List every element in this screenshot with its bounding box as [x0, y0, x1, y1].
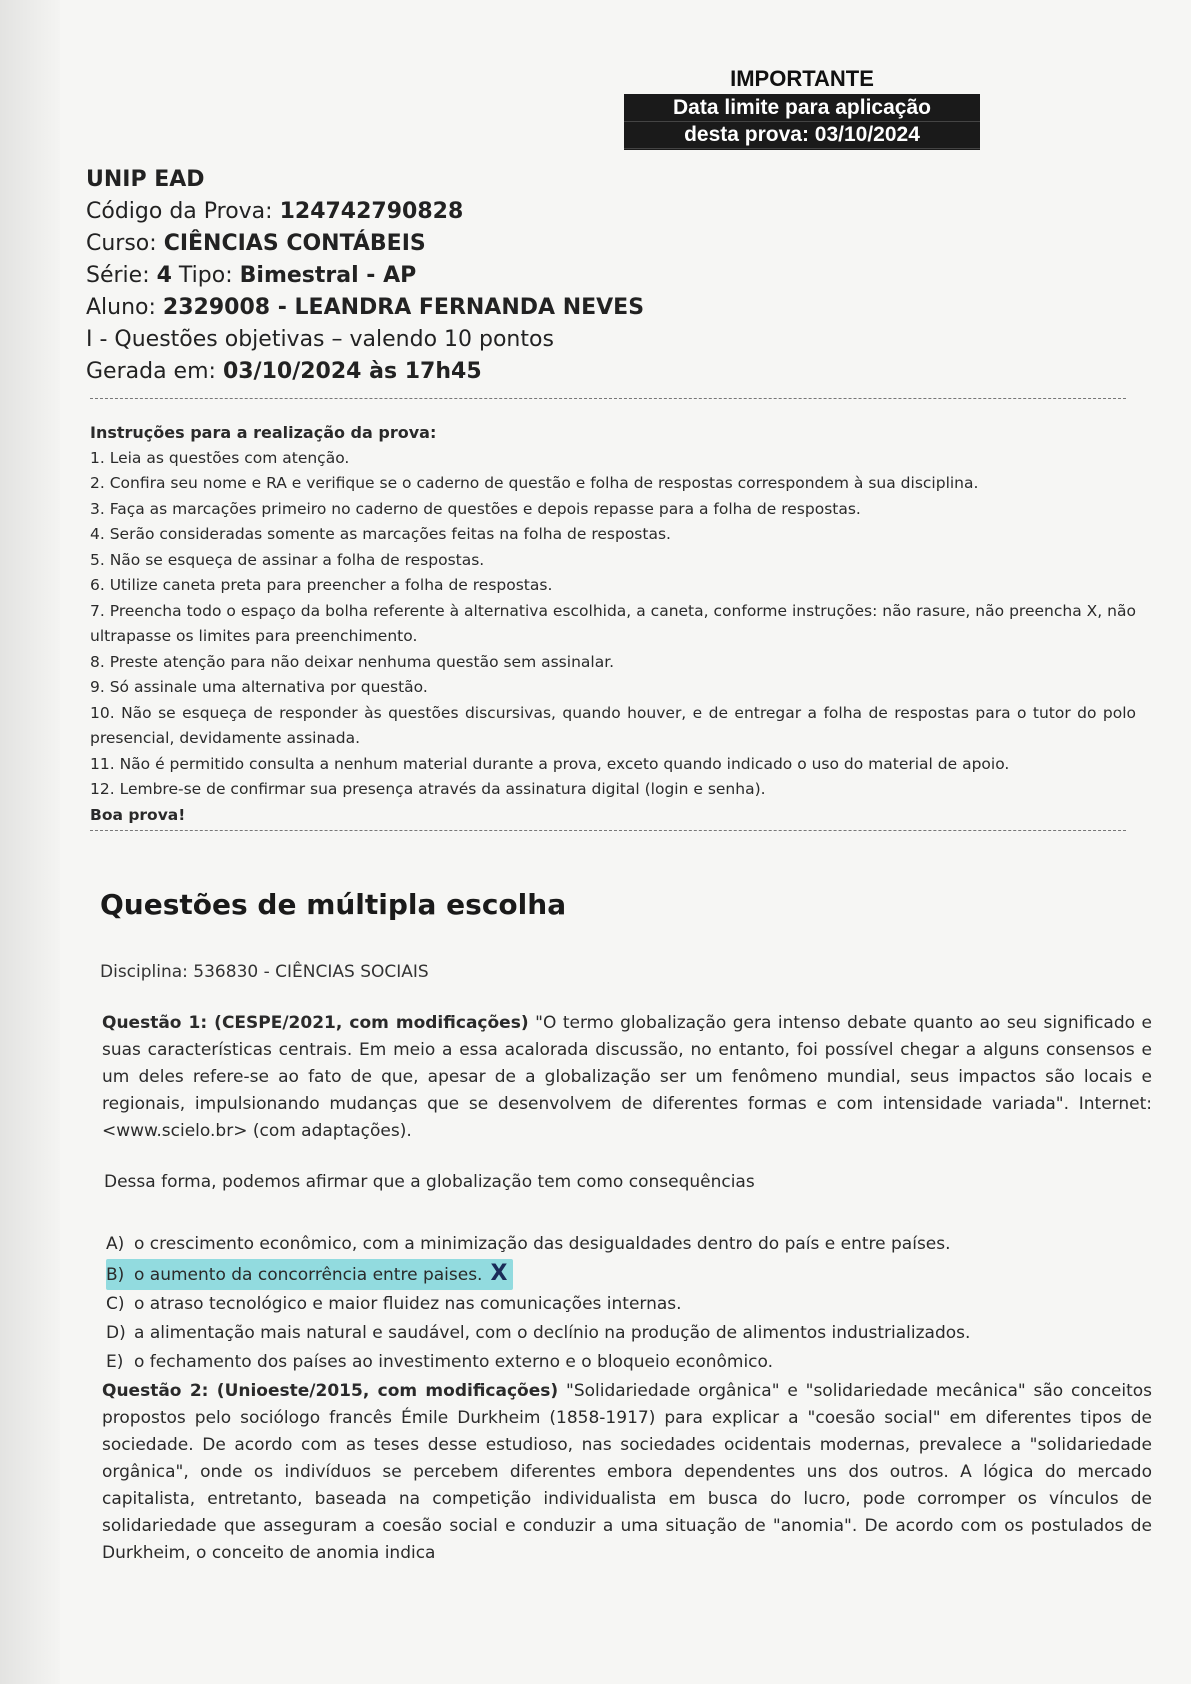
tipo-label: Tipo: — [178, 263, 233, 288]
instructions-title: Instruções para a realização da prova: — [90, 423, 437, 442]
instruction-item: 3. Faça as marcações primeiro no caderno de questões e depois repasse para a folha de respostas. — [90, 499, 861, 518]
scan-shadow — [0, 0, 60, 1684]
alternative-c[interactable] — [106, 1290, 970, 1319]
question-1-lead: Dessa forma, podemos afirmar que a globalização tem como consequências — [104, 1172, 755, 1192]
question-2-head: Questão 2: (Unioeste/2015, com modificações) — [102, 1381, 559, 1401]
question-1-alternatives — [106, 1230, 970, 1377]
deadline-line-1: Data limite para aplicação — [624, 95, 980, 122]
instruction-item: 8. Preste atenção para não deixar nenhuma questão sem assinalar. — [90, 652, 615, 671]
instruction-item: 1. Leia as questões com atenção. — [90, 448, 350, 467]
instruction-item: 2. Confira seu nome e RA e verifique se o caderno de questão e folha de respostas correspondem à sua disciplina. — [90, 474, 979, 492]
question-2 — [102, 1378, 1152, 1567]
instruction-item: 12. Lembre-se de confirmar sua presença através da assinatura digital (login e senha). — [90, 780, 766, 798]
curso-line — [86, 228, 644, 260]
question-1 — [102, 1010, 1152, 1145]
alternative-letter: B) — [106, 1265, 125, 1285]
instruction-item: 10. Não se esqueça de responder às questões discursivas, quando houver, e de entregar a folha de respostas para o tutor do polo presencial, devidamente assinada. — [90, 703, 1136, 747]
instruction-item: 5. Não se esqueça de assinar a folha de respostas. — [90, 550, 485, 569]
alternative-text: o crescimento econômico, com a minimização das desigualdades dentro do país e entre países. — [134, 1234, 951, 1254]
codigo-value: 124742790828 — [279, 199, 464, 224]
deadline-line-2: desta prova: 03/10/2024 — [624, 122, 980, 149]
disciplina: Disciplina: 536830 - CIÊNCIAS SOCIAIS — [100, 962, 429, 982]
gerada-label: Gerada em: — [86, 359, 216, 384]
important-title: IMPORTANTE — [730, 66, 874, 91]
highlighted-answer — [106, 1259, 513, 1290]
instruction-item: 11. Não é permitido consulta a nenhum material durante a prova, exceto quando indicado o uso do material de apoio. — [90, 754, 1010, 773]
instruction-item: 4. Serão consideradas somente as marcações feitas na folha de respostas. — [90, 525, 671, 543]
question-2-text: "Solidariedade orgânica" e "solidariedade mecânica" são conceitos propostos pelo sociólogo francês Émile Durkheim (1858-1917) para explicar a "coesão social" em diferentes tipos de sociedade. De acordo com as teses desse estudioso, nas sociedades ocidentais modernas, prevalece a "solidariedade orgânica", onde os indivíduos se percebem diferentes embora dependentes uns dos outros. A lógica do mercado capitalista, entretanto, baseada na competição individualista em busca do lucro, pode corromper os vínculos de solidariedade que asseguram a coesão social e conduzir a uma situação de "anomia". De acordo com os postulados de Durkheim, o conceito de anomia indica — [102, 1381, 1153, 1563]
alternative-letter: C) — [106, 1294, 125, 1314]
codigo-line — [86, 196, 644, 228]
gerada-value: 03/10/2024 às 17h45 — [222, 359, 482, 384]
institution: UNIP EAD — [86, 167, 205, 192]
aluno-label: Aluno: — [86, 295, 156, 320]
codigo-label: Código da Prova: — [86, 199, 273, 224]
aluno-value: 2329008 - LEANDRA FERNANDA NEVES — [162, 295, 645, 320]
serie-line — [86, 260, 644, 292]
tipo-value: Bimestral - AP — [239, 263, 417, 288]
alternative-text: o atraso tecnológico e maior fluidez nas comunicações internas. — [134, 1294, 682, 1314]
serie-value: 4 — [156, 263, 172, 288]
divider-top — [90, 398, 1126, 399]
curso-value: CIÊNCIAS CONTÁBEIS — [163, 231, 426, 256]
question-1-text: "O termo globalização gera intenso debate quanto ao seu significado e suas características centrais. Em meio a essa acalorada discussão, no entanto, foi possível chegar a alguns consensos e um deles refere-se ao fato de que, apesar de a globalização ser um fenômeno mundial, seus impactos são locais e regionais, impulsionando mudanças que se desenvolvem de diferentes formas e com intensidade variada". Internet: <www.scielo.br> (com adaptações). — [102, 1013, 1152, 1141]
aluno-line — [86, 292, 644, 324]
divider-bottom — [90, 830, 1126, 831]
instructions-closing: Boa prova! — [90, 805, 186, 824]
alternative-a[interactable] — [106, 1230, 970, 1259]
alternative-letter: A) — [106, 1234, 125, 1254]
instruction-item: 6. Utilize caneta preta para preencher a folha de respostas. — [90, 576, 553, 594]
exam-header — [86, 164, 644, 388]
gerada-line — [86, 356, 644, 388]
instructions — [90, 420, 1136, 828]
alternative-letter: E) — [106, 1352, 124, 1372]
alternative-text: o aumento da concorrência entre paises. — [134, 1265, 483, 1285]
alternative-e[interactable] — [106, 1348, 970, 1377]
alternative-d[interactable] — [106, 1319, 970, 1348]
instruction-item: 7. Preencha todo o espaço da bolha referente à alternativa escolhida, a caneta, conforme instruções: não rasure, não preencha X, não ultrapasse os limites para preenchimento. — [90, 601, 1136, 645]
question-1-head: Questão 1: (CESPE/2021, com modificações) — [102, 1013, 529, 1033]
serie-label: Série: — [86, 263, 150, 288]
alternative-text: a alimentação mais natural e saudável, com o declínio na produção de alimentos industrializados. — [134, 1323, 971, 1343]
alternative-text: o fechamento dos países ao investimento externo e o bloqueio econômico. — [134, 1352, 774, 1372]
instruction-item: 9. Só assinale uma alternativa por questão. — [90, 678, 428, 696]
important-notice — [624, 66, 980, 150]
section-title: Questões de múltipla escolha — [100, 888, 567, 921]
deadline-box — [624, 94, 980, 150]
alternative-b[interactable] — [106, 1259, 970, 1290]
section-line: I - Questões objetivas – valendo 10 pontos — [86, 327, 554, 352]
handwritten-x-mark: X — [490, 1261, 508, 1286]
alternative-letter: D) — [106, 1323, 126, 1343]
curso-label: Curso: — [86, 231, 157, 256]
